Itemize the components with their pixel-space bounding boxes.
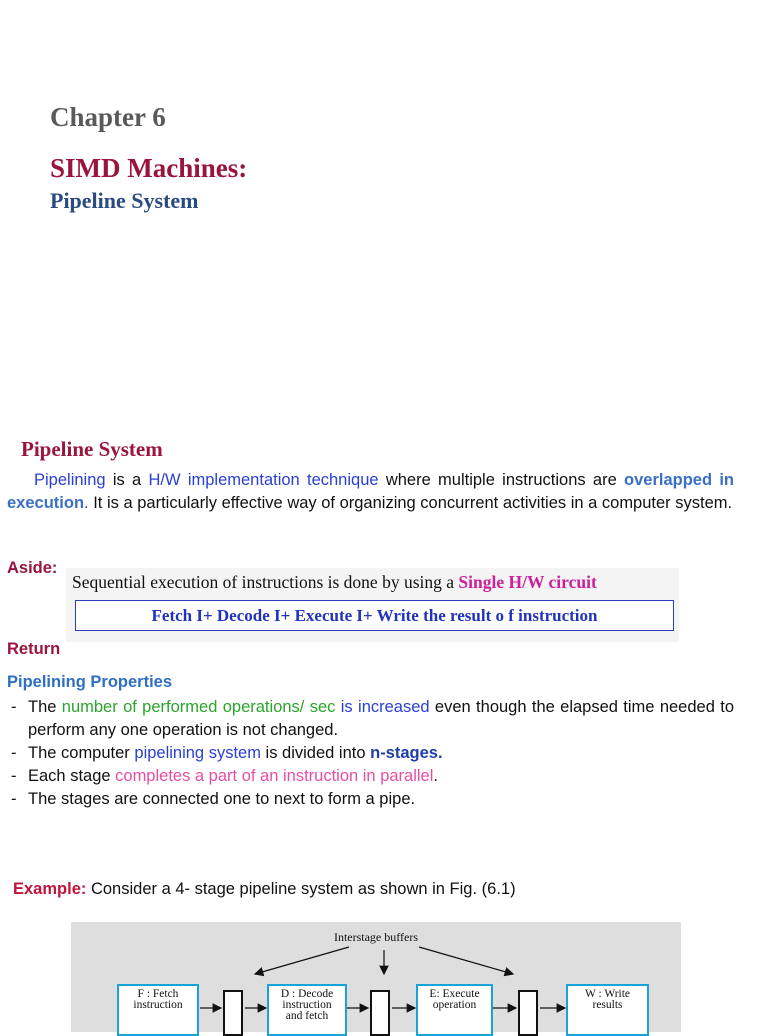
interstage-buffer-2	[370, 990, 390, 1036]
pipeline-figure	[71, 922, 681, 1032]
page-subtitle: Pipeline System	[50, 188, 199, 213]
intro-paragraph: Pipelining is a H/W implementation technique where multiple instructions are overlapped in execution. It is a particularly effective way of organizing concurrent activities in a computer system.	[7, 471, 734, 512]
properties-list	[7, 696, 734, 811]
list-item: - The stages are connected one to next to form a pipe.	[11, 790, 416, 808]
term-overlapped: overlapped in execution	[7, 471, 734, 512]
interstage-buffers-label: Interstage buffers	[333, 930, 419, 944]
buffer-arrow-1	[255, 947, 349, 974]
single-hw-circuit: Single H/W circuit	[458, 572, 597, 592]
aside-sentence: Sequential execution of instructions is done by using a Single H/W circuit	[72, 572, 597, 592]
sequential-steps-box: Fetch I+ Decode I+ Execute I+ Write the result o f instruction	[75, 600, 674, 631]
term-hw-technique: H/W implementation technique	[148, 471, 379, 489]
term-pipelining: Pipelining	[34, 471, 106, 489]
stage-execute: E: Execute operation	[416, 984, 493, 1036]
stage-write: W : Write results	[566, 984, 649, 1036]
list-item: - The number of performed operations/ sec is increased even though the elapsed time needed to perform any one operation is not changed.	[11, 698, 734, 739]
section-heading: Pipeline System	[21, 437, 163, 461]
example-line: Example: Consider a 4- stage pipeline system as shown in Fig. (6.1)	[13, 880, 516, 898]
list-item: - Each stage completes a part of an instruction in parallel.	[11, 767, 438, 785]
properties-heading: Pipelining Properties	[7, 673, 173, 691]
buffer-arrow-3	[419, 947, 513, 974]
stage-fetch: F : Fetch instruction	[117, 984, 199, 1036]
example-label: Example:	[13, 880, 87, 898]
aside-label: Aside:	[7, 559, 58, 577]
chapter-heading: Chapter 6	[50, 102, 166, 132]
stage-decode: D : Decode instruction and fetch	[267, 984, 347, 1036]
interstage-buffer-3	[518, 990, 538, 1036]
page-title: SIMD Machines:	[50, 153, 248, 183]
list-item: - The computer pipelining system is divided into n-stages.	[11, 744, 443, 762]
interstage-buffer-1	[223, 990, 243, 1036]
return-label: Return	[7, 640, 61, 658]
